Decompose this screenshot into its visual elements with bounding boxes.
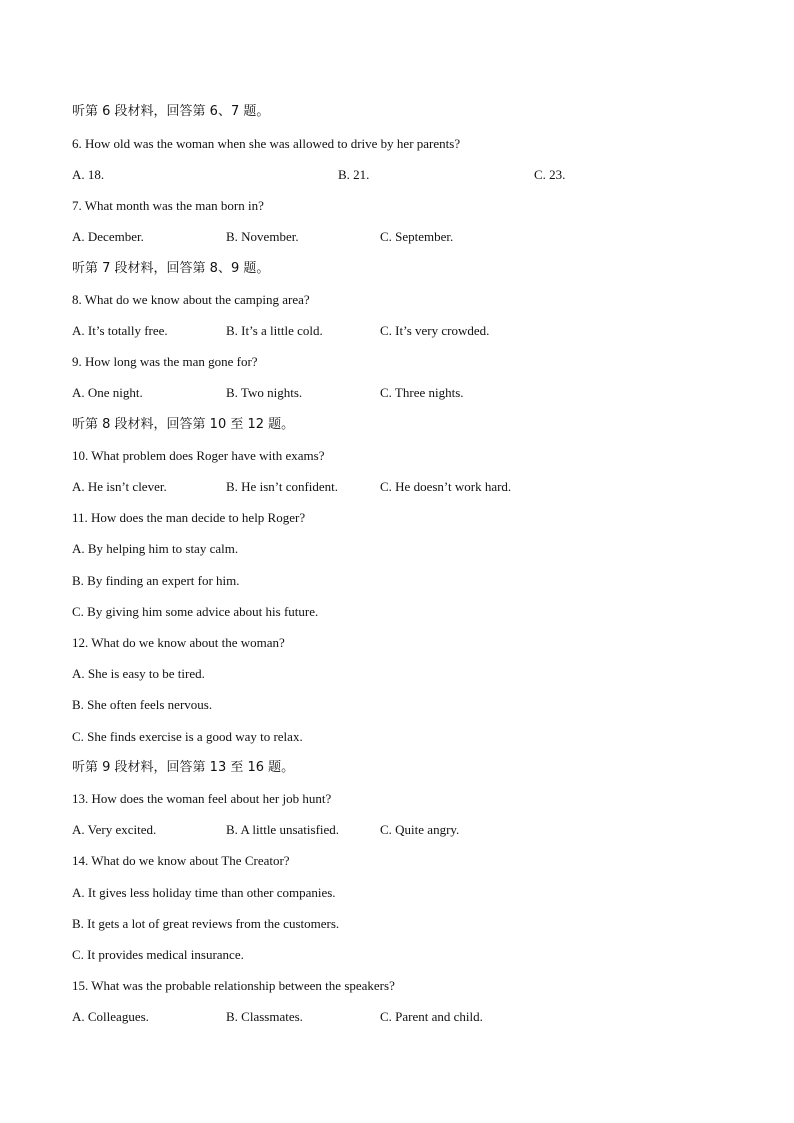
section-heading-6-7: 听第 6 段材料，回答第 6、7 题。 (72, 104, 270, 119)
question-9: 9. How long was the man gone for? (72, 354, 258, 369)
question-11: 11. How does the man decide to help Roger? (72, 510, 306, 525)
q9-option-c: C. Three nights. (380, 385, 464, 400)
q8-option-b: B. It’s a little cold. (226, 323, 323, 338)
q11-option-a: A. By helping him to stay calm. (72, 541, 239, 556)
q15-option-a: A. Colleagues. (72, 1009, 149, 1024)
q10-option-c: C. He doesn’t work hard. (380, 479, 512, 494)
question-15: 15. What was the probable relationship between the speakers? (72, 978, 395, 993)
q9-option-b: B. Two nights. (226, 385, 303, 400)
q6-option-c: C. 23. (534, 167, 566, 182)
section-heading-10-12: 听第 8 段材料，回答第 10 至 12 题。 (72, 417, 295, 432)
question-7: 7. What month was the man born in? (72, 198, 264, 213)
q13-option-a: A. Very excited. (72, 822, 157, 837)
q6-option-b: B. 21. (338, 167, 370, 182)
q7-option-a: A. December. (72, 229, 144, 244)
question-6: 6. How old was the woman when she was allowed to drive by her parents? (72, 136, 461, 151)
q14-option-a: A. It gives less holiday time than other companies. (72, 885, 336, 900)
q10-option-b: B. He isn’t confident. (226, 479, 339, 494)
question-14: 14. What do we know about The Creator? (72, 853, 290, 868)
section-heading-8-9: 听第 7 段材料，回答第 8、9 题。 (72, 261, 270, 276)
q7-option-b: B. November. (226, 229, 299, 244)
section-heading-13-16: 听第 9 段材料，回答第 13 至 16 题。 (72, 760, 295, 775)
q10-option-a: A. He isn’t clever. (72, 479, 167, 494)
q7-option-c: C. September. (380, 229, 454, 244)
q6-option-a: A. 18. (72, 167, 105, 182)
question-13: 13. How does the woman feel about her job hunt? (72, 791, 332, 806)
q13-option-b: B. A little unsatisfied. (226, 822, 340, 837)
q8-option-a: A. It’s totally free. (72, 323, 168, 338)
q11-option-b: B. By finding an expert for him. (72, 573, 240, 588)
q12-option-b: B. She often feels nervous. (72, 697, 213, 712)
q12-option-c: C. She finds exercise is a good way to relax. (72, 729, 303, 744)
q11-option-c: C. By giving him some advice about his future. (72, 604, 319, 619)
q15-option-c: C. Parent and child. (380, 1009, 483, 1024)
q12-option-a: A. She is easy to be tired. (72, 666, 205, 681)
question-8: 8. What do we know about the camping area? (72, 292, 310, 307)
q15-option-b: B. Classmates. (226, 1009, 303, 1024)
q13-option-c: C. Quite angry. (380, 822, 460, 837)
q8-option-c: C. It’s very crowded. (380, 323, 490, 338)
question-10: 10. What problem does Roger have with exams? (72, 448, 325, 463)
q14-option-b: B. It gets a lot of great reviews from the customers. (72, 916, 340, 931)
q14-option-c: C. It provides medical insurance. (72, 947, 244, 962)
question-12: 12. What do we know about the woman? (72, 635, 285, 650)
q9-option-a: A. One night. (72, 385, 143, 400)
